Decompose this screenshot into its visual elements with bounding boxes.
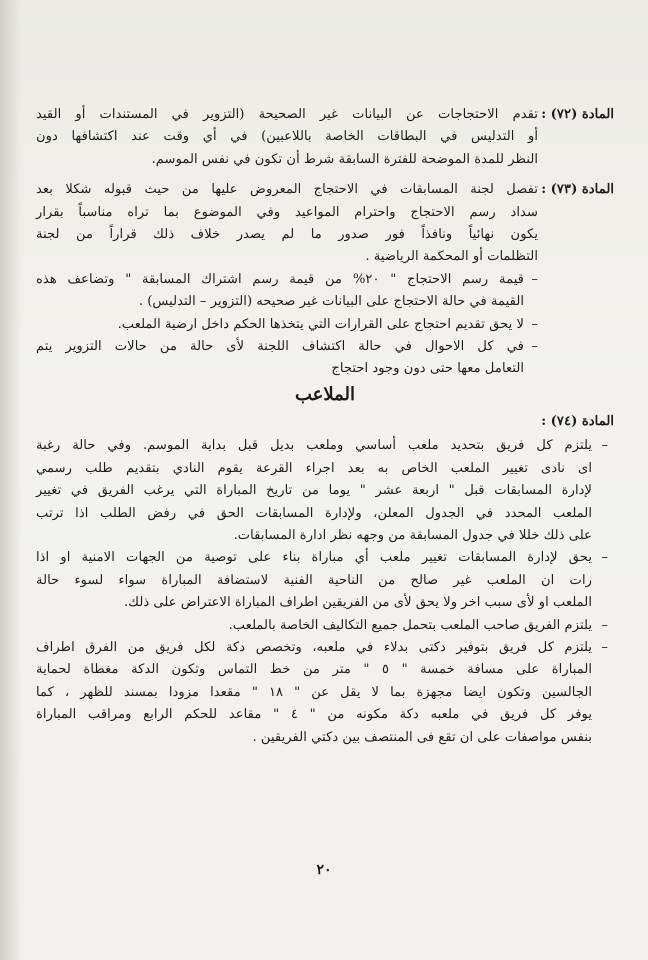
article-74-bullet-2-line-1: يحق لإدارة المسابقات تغيير ملعب أي مباراة بناء على توصية من الجهات الامنية او اذا	[36, 550, 592, 566]
article-73-bullet-2	[36, 314, 538, 336]
dash-icon: –	[601, 639, 608, 655]
page-number: ٢٠	[316, 862, 332, 878]
article-73-label: المادة (٧٣) :	[541, 182, 614, 198]
article-74-bullet-2-line-2: رات ان الملعب غير صالح من الناحية الفنية لاستضافة المباراة سواء لسوء حالة	[36, 572, 592, 588]
article-73-line-4: التظلمات أو المحكمة الرياضية .	[365, 249, 538, 265]
article-74-bullet-4	[36, 637, 614, 749]
article-74-bullet-3-line-1: يلتزم الفريق صاحب الملعب بتحمل جميع التكاليف الخاصة بالملعب.	[228, 617, 592, 633]
article-72	[36, 104, 614, 171]
article-74-bullet-3	[36, 615, 614, 637]
article-72-line-3: النظر للمدة الموضحة للفترة السابقة شرط أن تكون في نفس الموسم.	[151, 151, 538, 167]
dash-icon: –	[601, 438, 608, 454]
article-73	[36, 179, 614, 381]
article-74-bullet-1	[36, 435, 614, 547]
article-74-bullet-1-line-4: الملعب المحدد في الجدول المعلن، ولإدارة المسابقات الحق في رفض الطلب اذا ترتب	[36, 505, 592, 521]
article-74-bullet-1-line-3: لإدارة المسابقات قبل " اربعة عشر " يوما من تاريخ المباراة التي يرغب الفريق في تغيير	[36, 483, 592, 499]
article-74-bullet-4-line-2: المباراة على مسافة خمسة " ٥ " متر من خط التماس وتكون الدكة مغطاة لحماية	[36, 662, 593, 678]
article-74-bullet-2-line-3: الملعب او لأى سبب اخر ولا يحق لأى من الفريقين اطراف المباراة الاعتراض على ذلك.	[124, 595, 592, 611]
dash-icon: –	[531, 271, 538, 287]
page-edge-shadow	[0, 0, 22, 960]
article-73-line-2: سداد رسم الاحتجاج واحترام المواعيد وفي الموضوع بما تراه مناسباً بقرار	[36, 204, 538, 220]
article-73-bullet-3-line-2: التعامل معها حتى دون وجود احتجاج	[331, 361, 524, 377]
article-74-bullet-4-line-3: الجالسين وتكون ايضا مجهزة بما لا يقل عن " ١٨ " مقعدا مزودا بمسند للظهر ، كما	[36, 684, 593, 700]
page-content	[36, 104, 614, 749]
article-74-bullet-1-line-5: على ذلك خللا في جدول المسابقة من وجهه نظر ادارة المسابقات.	[233, 527, 592, 543]
article-74	[36, 411, 614, 749]
article-74-bullet-1-line-1: يلتزم كل فريق بتحديد ملعب أساسي وملعب بديل قبل بداية الموسم. وفي حالة رغبة	[36, 438, 592, 454]
dash-icon: –	[531, 316, 538, 332]
article-72-label: المادة (٧٢) :	[541, 107, 614, 122]
article-73-bullet-2-line-1: لا يحق تقديم احتجاج على القرارات التي يتخذها الحكم داخل ارضية الملعب.	[117, 316, 524, 332]
article-74-label: المادة (٧٤) :	[541, 413, 614, 429]
article-73-line-1: تفصل لجنة المسابقات في الاحتجاج المعروض عليها من حيث قبوله شكلا بعد	[36, 182, 538, 198]
article-73-bullet-3-line-1: في كل الاحوال في حالة اكتشاف اللجنة لأى حالة من حالات التزوير يتم	[36, 339, 524, 355]
article-73-bullet-1-line-2: القيمة في حالة الاحتجاج على البيانات غير صحيحه (التزوير – التدليس) .	[138, 294, 524, 310]
article-72-line-1: تقدم الاحتجاجات عن البيانات غير الصحيحة (التزوير في المستندات أو القيد	[36, 107, 538, 122]
article-73-bullet-3	[36, 336, 538, 381]
dash-icon: –	[531, 339, 538, 355]
article-74-bullet-4-line-4: يوفر كل فريق في ملعبه دكة مكونه من " ٤ " مقاعد للحكم الرابع ومراقب المباراة	[36, 707, 592, 723]
article-74-bullet-1-line-2: اى نادى تغيير الملعب الخاص به بعد اجراء القرعة يقوم النادي بتقديم طلب رسمي	[36, 460, 592, 476]
dash-icon: –	[601, 617, 608, 633]
article-73-bullet-1-line-1: قيمة رسم الاحتجاج " ٢٠% من قيمة رسم اشتراك المسابقة " وتضاعف هذه	[36, 271, 524, 287]
article-74-bullet-4-line-5: بنفس مواصفات على ان تقع فى المنتصف بين دكتي الفريقين .	[252, 729, 592, 745]
article-73-line-3: يكون نهائياً ونافذاً فور صدور ما لم يصدر خلاف ذلك قراراً من لجنة	[36, 227, 538, 243]
article-73-bullet-1	[36, 269, 538, 314]
article-74-bullet-2	[36, 547, 614, 614]
article-74-bullet-4-line-1: يلتزم كل فريق بتوفير دكتى بدلاء في ملعبه، وتخصص دكة لكل فريق من الفرق اطراف	[36, 639, 592, 655]
article-72-line-2: أو التدليس في البطاقات الخاصة باللاعبين) في أي وقت عند اكتشافها دون	[36, 129, 538, 145]
dash-icon: –	[601, 550, 608, 566]
section-title-stadiums: الملاعب	[294, 383, 356, 405]
